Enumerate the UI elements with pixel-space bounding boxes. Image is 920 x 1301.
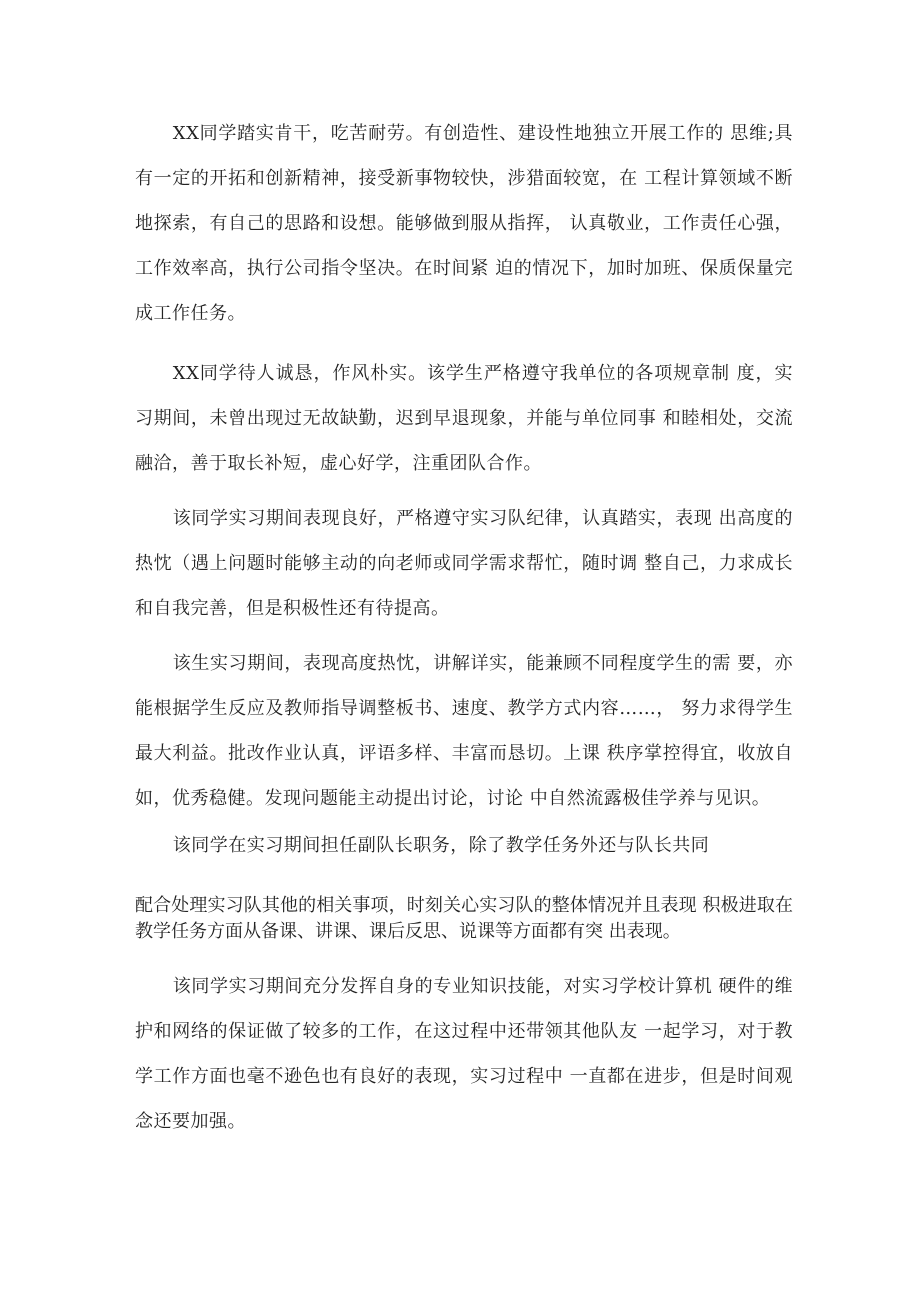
paragraph-2: XX同学待人诚恳，作风朴实。该学生严格遵守我单位的各项规章制 度，实习期间，未曾出现过无故缺勤，迟到早退现象，并能与单位同事 和睦相处，交流融洽，善于取长补短，虚心好学，注重团队合作。	[135, 363, 793, 474]
paragraph-6: 该同学实习期间充分发挥自身的专业知识技能，对实习学校计算机 硬件的维护和网络的保证做了较多的工作，在这过程中还带领其他队友 一起学习，对于教学工作方面也毫不逊色也有良好的表现，实习过程中 一直都在进步，但是时间观念还要加强。	[135, 976, 793, 1132]
paragraph-4: 该生实习期间，表现高度热忱，讲解详实，能兼顾不同程度学生的需 要，亦能根据学生反应及教师指导调整板书、速度、教学方式内容……， 努力求得学生最大利益。批改作业认真，评语多样、丰富而恳切。上课 秩序掌控得宜，收放自如，优秀稳健。发现问题能主动提出讨论，讨论 中自然流露极佳学养与见识。	[135, 653, 793, 809]
paragraph-5: 该同学在实习期间担任副队长职务，除了教学任务外还与队长共同	[172, 835, 710, 856]
paragraph-5-continued: 配合处理实习队其他的相关事项，时刻关心实习队的整体情况并且表现 积极进取在教学任务方面从备课、讲课、课后反思、说课等方面都有突 出表现。	[135, 895, 793, 942]
paragraph-3: 该同学实习期间表现良好，严格遵守实习队纪律，认真踏实，表现 出高度的热忱（遇上问题时能够主动的向老师或同学需求帮忙，随时调 整自己，力求成长和自我完善，但是积极性还有待提高。	[135, 508, 793, 619]
paragraph-1: XX同学踏实肯干，吃苦耐劳。有创造性、建设性地独立开展工作的 思维;具有一定的开拓和创新精神，接受新事物较快，涉猎面较宽，在 工程计算领域不断地探索，有自己的思路和设想。能够做到服从指挥， 认真敬业，工作责任心强，工作效率高，执行公司指令坚决。在时间紧 迫的情况下，加时加班、保质保量完成工作任务。	[135, 123, 793, 324]
